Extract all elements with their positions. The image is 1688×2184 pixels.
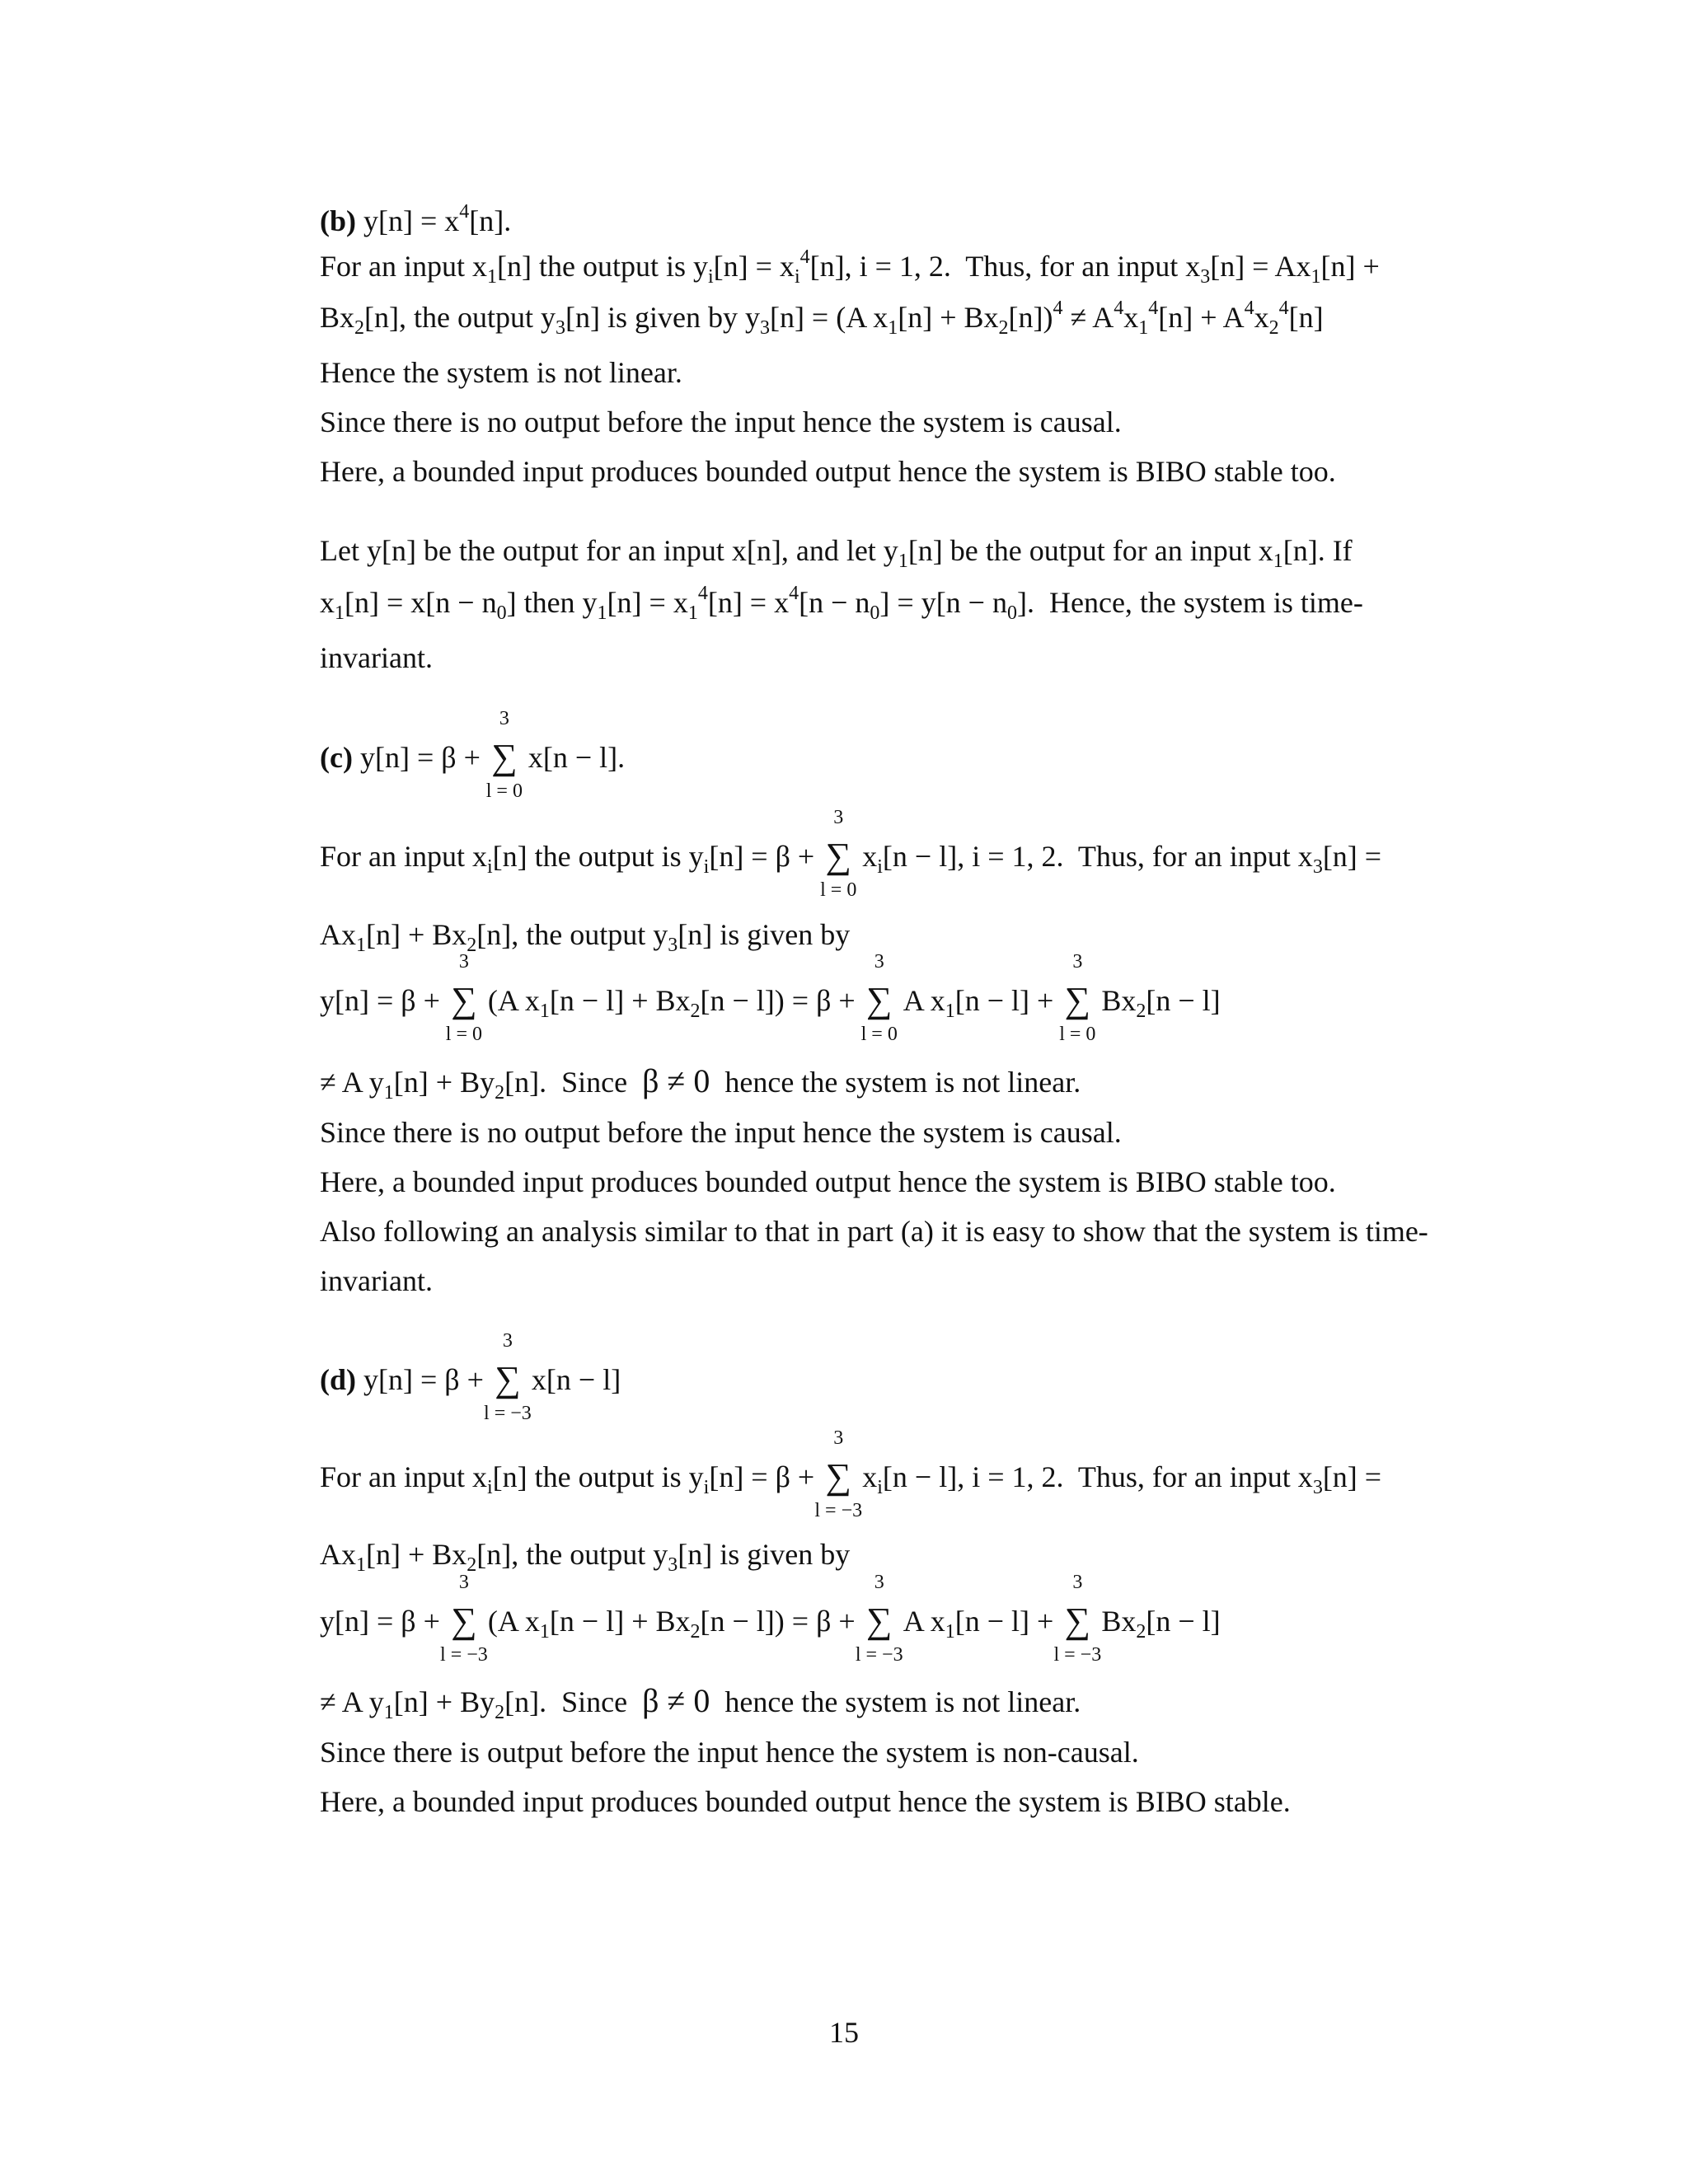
part-c-heading: (c) y[n] = β + 3 ∑ l = 0 x[n − l]. [320, 708, 626, 802]
part-b-label: (b) [320, 204, 356, 237]
page-number: 15 [829, 2016, 859, 2049]
part-d-line-1: For an input $x_i[n]$ the output is $y_i[n] = \beta$ + 3 ∑ l = −3 $x_i[n - l]$, i = 1, 2. Thus, for an input $x_3[n]$ = [320, 1427, 1382, 1521]
part-d-line-4: y[n] = β + 3 ∑ l = −3 (A $x_1[n - l] + Bx_2[n - l]) = \beta$ + 3 ∑ l = −3 A $x_1[n - l]$ + 3 ∑ l = −3 $Bx_2[n - l]$ [320, 1572, 1221, 1666]
part-d-line-5: ≠ A $y_1[n] + By_2[n]$. Since β ≠ 0 hence the system is not linear. [320, 1682, 1081, 1723]
part-c-line-6: Since there is no output before the input hence the system is causal. [320, 1116, 1122, 1149]
part-b-heading [320, 203, 511, 239]
part-c-label: (c) [320, 741, 353, 774]
part-b-line-3: Hence the system is not linear. [320, 356, 682, 389]
part-d-heading: (d) y[n] = β + 3 ∑ l = −3 x[n − l] [320, 1330, 621, 1424]
part-b-line-7: $x_1[n] = x[n - n_0]$ then $y_1[n] = x_1^4[n] = x^4[n - n_0] = y[n - n_0]$. Hence, the system is time- [320, 583, 1363, 624]
part-c-line-1: For an input $x_i[n]$ the output is $y_i[n] = \beta$ + 3 ∑ l = 0 $x_i[n - l]$, i = 1, 2. Thus, for an input $x_3[n]$ = [320, 807, 1382, 901]
part-b-line-6: Let y[n] be the output for an input x[n], and let $y_1[n]$ be the output for an input $x_1[n]$. If [320, 534, 1353, 572]
part-d-label: (d) [320, 1363, 356, 1396]
part-b-line-8: invariant. [320, 641, 433, 674]
part-b-line-1: For an input $x_1[n]$ the output is $y_i[n] = x_i^4[n]$, i = 1, 2. Thus, for an input $x_3[n] = Ax_1[n]$ + [320, 246, 1380, 288]
part-c-line-4: y[n] = β + 3 ∑ l = 0 (A $x_1[n - l] + Bx_2[n - l]) = \beta$ + 3 ∑ l = 0 A $x_1[n - l]$ + 3 ∑ l = 0 $Bx_2[n - l]$ [320, 951, 1221, 1045]
part-c-line-5: ≠ A $y_1[n] + By_2[n]$. Since β ≠ 0 hence the system is not linear. [320, 1062, 1081, 1104]
part-d-line-7: Here, a bounded input produces bounded output hence the system is BIBO stable. [320, 1785, 1291, 1818]
part-c-line-8: Also following an analysis similar to that in part (a) it is easy to show that the system is time- [320, 1215, 1428, 1248]
part-c-line-3: $Ax_1[n] + Bx_2[n]$, the output $y_3[n]$ is given by [320, 918, 851, 956]
part-b-line-4: Since there is no output before the input hence the system is causal. [320, 405, 1122, 438]
part-c-line-7: Here, a bounded input produces bounded output hence the system is BIBO stable too. [320, 1165, 1336, 1198]
part-b-line-5: Here, a bounded input produces bounded output hence the system is BIBO stable too. [320, 455, 1336, 488]
part-d-line-3: $Ax_1[n] + Bx_2[n]$, the output $y_3[n]$ is given by [320, 1538, 851, 1576]
sum-symbol: 3 ∑ l = 0 [485, 708, 523, 802]
part-b-equation: $y[n] = x^4[n]$. [363, 201, 512, 237]
part-b-line-2: $Bx_2[n]$, the output $y_3[n]$ is given by $y_3[n] = (A$ $x_1[n] + Bx_2[n])^4 \ne A^4x_1^4[n] + A^4x_2^4[n]$ [320, 298, 1324, 339]
part-c-line-9: invariant. [320, 1264, 433, 1297]
part-d-line-6: Since there is output before the input hence the system is non-causal. [320, 1736, 1139, 1769]
